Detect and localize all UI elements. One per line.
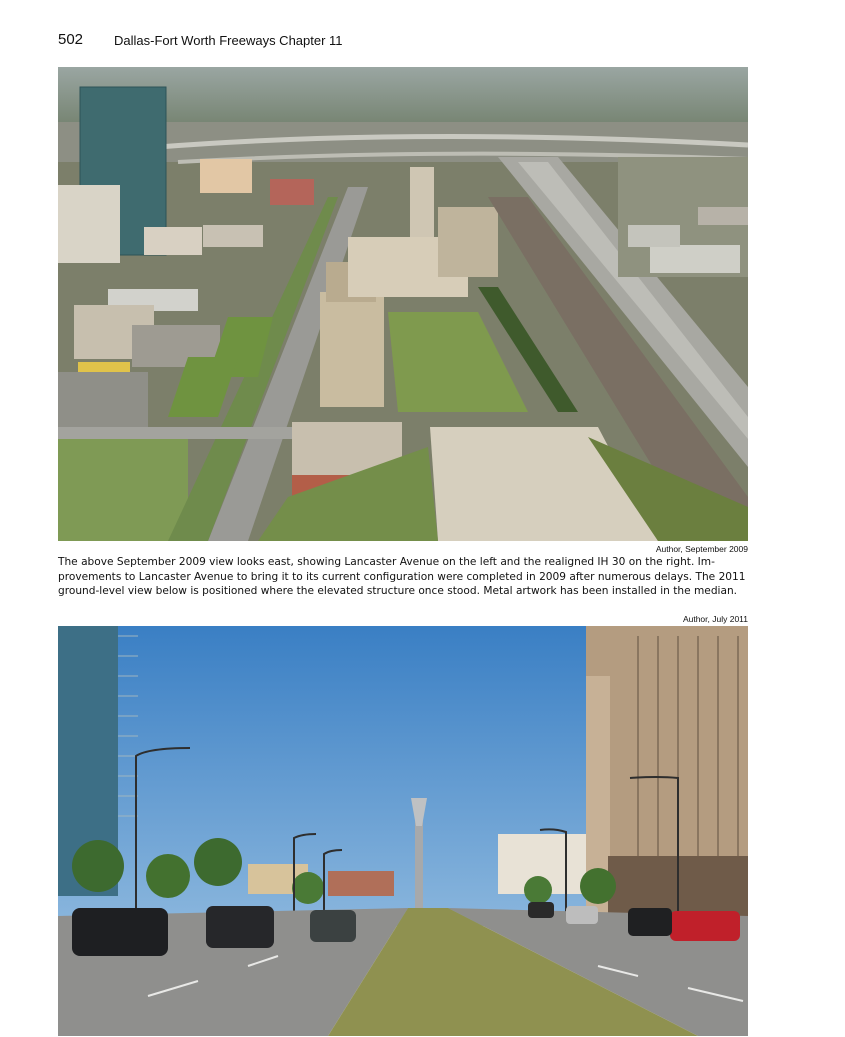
photo-credit-top: Author, September 2009 [655, 544, 748, 554]
aerial-photo [58, 67, 748, 541]
street-photo [58, 626, 748, 1036]
street-photo-illustration [58, 626, 748, 1036]
page-number: 502 [58, 31, 84, 48]
photo-credit-bottom: Author, July 2011 [682, 614, 748, 624]
running-head: Dallas-Fort Worth Freeways Chapter 11 [114, 33, 343, 48]
aerial-photo-illustration [58, 67, 748, 541]
photo-caption: The above September 2009 view looks east, showing Lancaster Avenue on the left and the realigned IH 30 on the right. Im-provements to Lancaster Avenue to bring it to its current configuration were completed in 2009 after numerous delays. The 2011 ground-level view below is positioned where the elevated structure once stood. Metal artwork has been installed in the median. [58, 556, 746, 598]
